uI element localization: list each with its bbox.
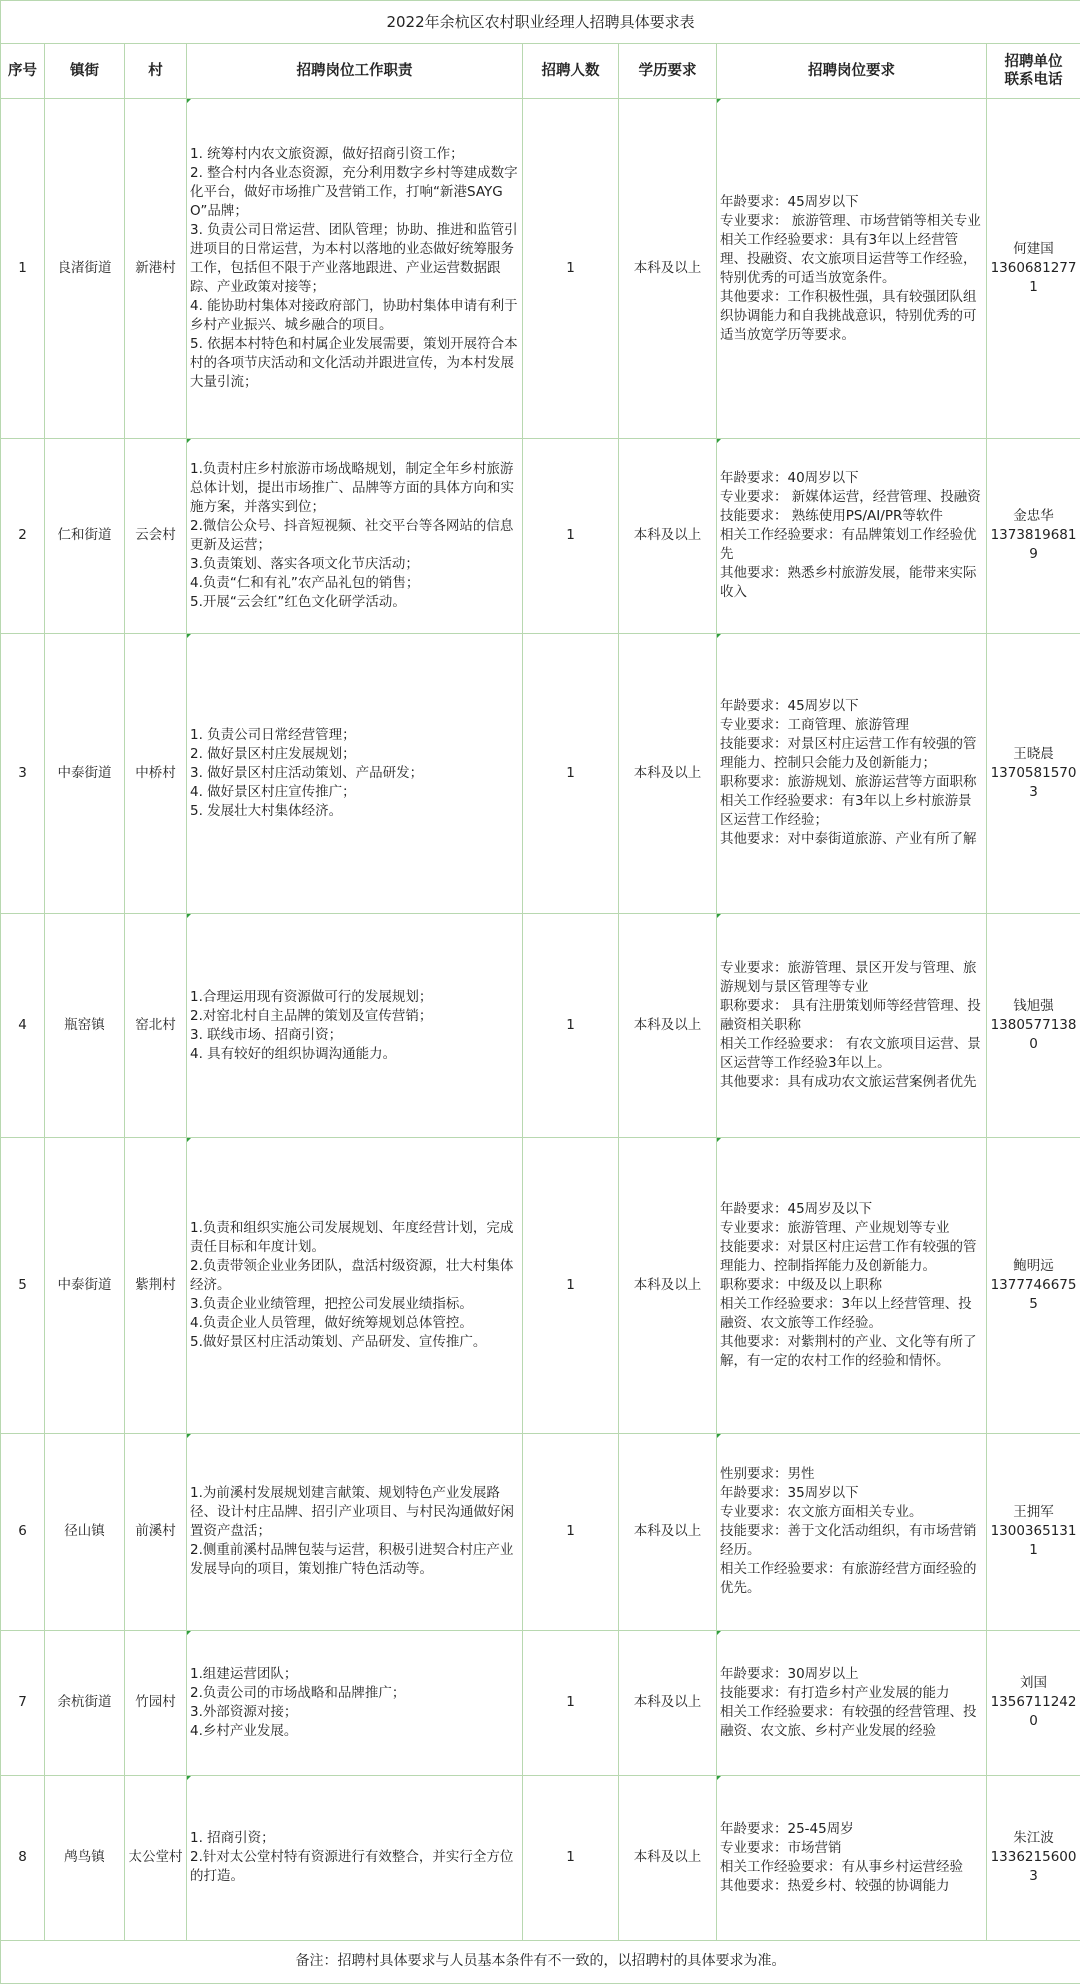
title-row <box>1 1 1080 44</box>
contact-phone: 13362156003 <box>990 1849 1077 1885</box>
text-line: 专业要求：农文旅方面相关专业。 <box>720 1504 923 1521</box>
requirements-cell <box>717 1630 987 1775</box>
duties-cell <box>187 1775 523 1940</box>
sheet-title: 2022年余杭区农村职业经理人招聘具体要求表 <box>1 1 1080 44</box>
table-row <box>1 1775 1080 1940</box>
text-line: 1.组建运营团队； <box>190 1665 298 1682</box>
text-line: 性别要求：男性 <box>720 1466 815 1483</box>
text-line: 职称要求：中级及以上职称 <box>720 1277 882 1294</box>
text-line: 专业要求：工商管理、旅游管理 <box>720 717 909 734</box>
row-number: 3 <box>1 633 45 914</box>
line-list <box>720 1200 983 1371</box>
text-line: 4.负责企业人员管理，做好统筹规划总体管控。 <box>190 1315 473 1332</box>
text-line: 专业要求：旅游管理、景区开发与管理、旅游规划与景区管理等专业 <box>720 960 977 996</box>
text-line: 专业要求： 旅游管理、市场营销等相关专业 <box>720 212 981 229</box>
text-line: 专业要求：市场营销 <box>720 1839 842 1856</box>
line-list <box>190 1829 519 1886</box>
row-number: 6 <box>1 1433 45 1630</box>
text-line: 1.负责和组织实施公司发展规划、年度经营计划，完成责任目标和年度计划。 <box>190 1220 514 1256</box>
text-line: 其他要求：热爱乡村、较强的协调能力 <box>720 1877 950 1894</box>
contact-phone: 13003651311 <box>990 1523 1077 1559</box>
header-count: 招聘人数 <box>523 44 619 99</box>
text-line: 3.负责策划、落实各项文化节庆活动； <box>190 555 419 572</box>
header-no: 序号 <box>1 44 45 99</box>
line-list <box>720 1465 983 1598</box>
row-number: 5 <box>1 1138 45 1433</box>
town-cell: 中泰街道 <box>45 1138 125 1433</box>
text-line: 相关工作经验要求：有品牌策划工作经验优先 <box>720 527 977 563</box>
text-line: 4.负责“仁和有礼”农产品礼包的销售； <box>190 574 420 591</box>
duties-cell <box>187 633 523 914</box>
town-cell: 中泰街道 <box>45 633 125 914</box>
headcount-cell: 1 <box>523 99 619 439</box>
duties-cell <box>187 914 523 1138</box>
village-cell: 紫荆村 <box>125 1138 187 1433</box>
headcount-cell: 1 <box>523 1630 619 1775</box>
line-list <box>190 988 519 1064</box>
text-line: 2.针对太公堂村特有资源进行有效整合，并实行全方位的打造。 <box>190 1849 514 1885</box>
text-line: 3. 做好景区村庄活动策划、产品研发； <box>190 764 424 781</box>
text-line: 2.负责带领企业业务团队，盘活村级资源，壮大村集体经济。 <box>190 1258 514 1294</box>
text-line: 5.开展“云会红”红色文化研学活动。 <box>190 593 406 610</box>
text-line: 1. 负责公司日常经营管理； <box>190 726 356 743</box>
town-cell: 瓶窑镇 <box>45 914 125 1138</box>
contact-phone: 13777466755 <box>990 1277 1077 1313</box>
line-list <box>720 193 983 345</box>
headcount-cell: 1 <box>523 1138 619 1433</box>
requirements-cell <box>717 99 987 439</box>
requirements-cell <box>717 1775 987 1940</box>
text-line: 年龄要求：35周岁以下 <box>720 1485 859 1502</box>
text-line: 相关工作经验要求：3年以上经营管理、投融资、农文旅等工作经验。 <box>720 1296 972 1332</box>
contact-name: 何建国 <box>1013 241 1054 258</box>
town-cell: 径山镇 <box>45 1433 125 1630</box>
contact-cell <box>987 1630 1080 1775</box>
table-row <box>1 914 1080 1138</box>
text-line: 1. 招商引资； <box>190 1830 275 1847</box>
text-line: 2.负责公司的市场战略和品牌推广； <box>190 1684 406 1701</box>
headcount-cell: 1 <box>523 633 619 914</box>
line-list <box>190 726 519 821</box>
header-contact: 招聘单位 联系电话 <box>987 44 1080 99</box>
text-line: 职称要求： 具有注册策划师等经营管理、投融资相关职称 <box>720 998 981 1034</box>
table-row <box>1 633 1080 914</box>
contact-cell <box>987 914 1080 1138</box>
text-line: 技能要求： 熟练使用PS/AI/PR等软件 <box>720 508 943 525</box>
education-cell: 本科及以上 <box>619 1138 717 1433</box>
text-line: 其他要求：工作积极性强，具有较强团队组织协调能力和自我挑战意识，特别优秀的可适当放宽学历等要求。 <box>720 288 977 343</box>
education-cell: 本科及以上 <box>619 439 717 633</box>
text-line: 1.合理运用现有资源做可行的发展规划； <box>190 988 433 1005</box>
contact-cell <box>987 99 1080 439</box>
text-line: 年龄要求：45周岁以下 <box>720 193 859 210</box>
text-line: 4. 具有较好的组织协调沟通能力。 <box>190 1045 397 1062</box>
duties-cell <box>187 1138 523 1433</box>
line-list <box>190 1484 519 1579</box>
contact-name: 王晓晨 <box>1013 745 1054 762</box>
text-line: 相关工作经验要求：有较强的经营管理、投融资、农文旅、乡村产业发展的经验 <box>720 1703 977 1739</box>
text-line: 5.做好景区村庄活动策划、产品研发、宣传推广。 <box>190 1334 487 1351</box>
text-line: 年龄要求：40周岁以下 <box>720 470 859 487</box>
row-number: 2 <box>1 439 45 633</box>
town-cell: 鸬鸟镇 <box>45 1775 125 1940</box>
header-duties: 招聘岗位工作职责 <box>187 44 523 99</box>
headcount-cell: 1 <box>523 914 619 1138</box>
text-line: 1. 统筹村内农文旅资源，做好招商引资工作； <box>190 146 464 163</box>
text-line: 技能要求：有打造乡村产业发展的能力 <box>720 1684 950 1701</box>
contact-cell <box>987 439 1080 633</box>
headcount-cell: 1 <box>523 439 619 633</box>
contact-cell <box>987 633 1080 914</box>
text-line: 职称要求：旅游规划、旅游运营等方面职称 <box>720 774 977 791</box>
header-town: 镇街 <box>45 44 125 99</box>
text-line: 年龄要求：30周岁以上 <box>720 1665 859 1682</box>
contact-name: 鲍明远 <box>1013 1258 1054 1275</box>
text-line: 年龄要求：25-45周岁 <box>720 1820 854 1837</box>
duties-cell <box>187 439 523 633</box>
requirements-cell <box>717 633 987 914</box>
requirements-cell <box>717 1138 987 1433</box>
contact-phone: 13738196819 <box>990 527 1077 563</box>
line-list <box>720 469 983 602</box>
line-list <box>190 1219 519 1352</box>
text-line: 2. 整合村内各业态资源，充分利用数字乡村等建成数字化平台，做好市场推广及营销工作，打响“新港SAYGO”品牌； <box>190 165 518 220</box>
contact-phone: 13606812771 <box>990 260 1077 296</box>
duties-cell <box>187 1433 523 1630</box>
village-cell: 云会村 <box>125 439 187 633</box>
text-line: 其他要求：具有成功农文旅运营案例者优先 <box>720 1074 977 1091</box>
village-cell: 竹园村 <box>125 1630 187 1775</box>
text-line: 2.侧重前溪村品牌包装与运营，积极引进契合村庄产业发展导向的项目，策划推广特色活动等。 <box>190 1542 514 1578</box>
table-row <box>1 99 1080 439</box>
text-line: 4.乡村产业发展。 <box>190 1722 298 1739</box>
requirements-cell <box>717 914 987 1138</box>
duties-cell <box>187 1630 523 1775</box>
contact-phone: 13705815703 <box>990 764 1077 800</box>
education-cell: 本科及以上 <box>619 99 717 439</box>
text-line: 其他要求：熟悉乡村旅游发展，能带来实际收入 <box>720 565 977 601</box>
headcount-cell: 1 <box>523 1433 619 1630</box>
row-number: 7 <box>1 1630 45 1775</box>
text-line: 专业要求： 新媒体运营，经营管理、投融资 <box>720 489 981 506</box>
text-line: 2.微信公众号、抖音短视频、社交平台等各网站的信息更新及运营； <box>190 517 514 553</box>
line-list <box>720 1665 983 1741</box>
village-cell: 中桥村 <box>125 633 187 914</box>
text-line: 其他要求：对紫荆村的产业、文化等有所了解，有一定的农村工作的经验和情怀。 <box>720 1334 977 1370</box>
row-number: 1 <box>1 99 45 439</box>
text-line: 技能要求：善于文化活动组织，有市场营销经历。 <box>720 1523 977 1559</box>
table-row <box>1 1433 1080 1630</box>
text-line: 3. 联线市场、招商引资； <box>190 1026 343 1043</box>
line-list <box>190 145 519 392</box>
text-line: 4. 做好景区村庄宣传推广； <box>190 783 356 800</box>
text-line: 3. 负责公司日常运营、团队管理；协助、推进和监管引进项目的日常运营，为本村以落地的业态做好统筹服务工作，包括但不限于产业落地跟进、产业运营数据跟踪、产业政策对接等； <box>190 222 518 296</box>
requirements-cell <box>717 1433 987 1630</box>
line-list <box>190 1665 519 1741</box>
contact-name: 王拥军 <box>1013 1504 1054 1521</box>
village-cell: 窑北村 <box>125 914 187 1138</box>
contact-cell <box>987 1138 1080 1433</box>
headcount-cell: 1 <box>523 1775 619 1940</box>
line-list <box>720 1820 983 1896</box>
line-list <box>720 959 983 1092</box>
row-number: 4 <box>1 914 45 1138</box>
text-line: 1.为前溪村发展规划建言献策、规划特色产业发展路径、设计村庄品牌、招引产业项目、与村民沟通做好闲置资产盘活； <box>190 1485 514 1540</box>
footnote: 备注：招聘村具体要求与人员基本条件有不一致的，以招聘村的具体要求为准。 <box>1 1940 1080 1983</box>
village-cell: 前溪村 <box>125 1433 187 1630</box>
contact-name: 金忠华 <box>1013 508 1054 525</box>
line-list <box>190 460 519 612</box>
text-line: 技能要求：对景区村庄运营工作有较强的管理能力、控制指挥能力及创新能力。 <box>720 1239 977 1275</box>
contact-phone: 13805771380 <box>990 1017 1077 1053</box>
education-cell: 本科及以上 <box>619 1433 717 1630</box>
line-list <box>720 697 983 849</box>
header-education: 学历要求 <box>619 44 717 99</box>
text-line: 相关工作经验要求： 有农文旅项目运营、景区运营等工作经验3年以上。 <box>720 1036 981 1072</box>
text-line: 年龄要求：45周岁以下 <box>720 698 859 715</box>
town-cell: 仁和街道 <box>45 439 125 633</box>
text-line: 专业要求：旅游管理、产业规划等专业 <box>720 1220 950 1237</box>
text-line: 2.对窑北村自主品牌的策划及宣传营销； <box>190 1007 433 1024</box>
text-line: 5. 发展壮大村集体经济。 <box>190 802 343 819</box>
text-line: 相关工作经验要求：有从事乡村运营经验 <box>720 1858 963 1875</box>
text-line: 相关工作经验要求：具有3年以上经营管理、投融资、农文旅项目运营等工作经验，特别优秀的可适当放宽条件。 <box>720 231 977 286</box>
village-cell: 太公堂村 <box>125 1775 187 1940</box>
text-line: 1.负责村庄乡村旅游市场战略规划，制定全年乡村旅游总体计划，提出市场推广、品牌等方面的具体方向和实施方案，并落实到位； <box>190 460 514 515</box>
text-line: 年龄要求：45周岁及以下 <box>720 1201 873 1218</box>
header-village: 村 <box>125 44 187 99</box>
education-cell: 本科及以上 <box>619 914 717 1138</box>
text-line: 2. 做好景区村庄发展规划； <box>190 745 356 762</box>
contact-phone: 13567112420 <box>990 1694 1077 1730</box>
contact-name: 钱旭强 <box>1013 998 1054 1015</box>
town-cell: 余杭街道 <box>45 1630 125 1775</box>
education-cell: 本科及以上 <box>619 633 717 914</box>
table-row <box>1 1630 1080 1775</box>
requirements-cell <box>717 439 987 633</box>
table-row <box>1 1138 1080 1433</box>
town-cell: 良渚街道 <box>45 99 125 439</box>
education-cell: 本科及以上 <box>619 1775 717 1940</box>
village-cell: 新港村 <box>125 99 187 439</box>
contact-cell <box>987 1775 1080 1940</box>
header-row <box>1 44 1080 99</box>
contact-name: 刘国 <box>1020 1675 1048 1692</box>
text-line: 相关工作经验要求：有旅游经营方面经验的优先。 <box>720 1561 977 1597</box>
text-line: 技能要求：对景区村庄运营工作有较强的管理能力、控制只会能力及创新能力； <box>720 736 977 772</box>
text-line: 3.外部资源对接； <box>190 1703 298 1720</box>
text-line: 相关工作经验要求：有3年以上乡村旅游景区运营工作经验； <box>720 793 972 829</box>
contact-name: 朱江波 <box>1013 1830 1054 1847</box>
text-line: 4. 能协助村集体对接政府部门，协助村集体申请有利于乡村产业振兴、城乡融合的项目。 <box>190 298 518 334</box>
text-line: 其他要求：对中泰街道旅游、产业有所了解 <box>720 831 977 848</box>
row-number: 8 <box>1 1775 45 1940</box>
table-row <box>1 439 1080 633</box>
text-line: 5. 依据本村特色和村属企业发展需要，策划开展符合本村的各项节庆活动和文化活动并跟进宣传，为本村发展大量引流； <box>190 336 518 391</box>
education-cell: 本科及以上 <box>619 1630 717 1775</box>
text-line: 3.负责企业业绩管理，把控公司发展业绩指标。 <box>190 1296 473 1313</box>
footnote-row <box>1 1940 1080 1983</box>
contact-cell <box>987 1433 1080 1630</box>
header-requirements: 招聘岗位要求 <box>717 44 987 99</box>
duties-cell <box>187 99 523 439</box>
